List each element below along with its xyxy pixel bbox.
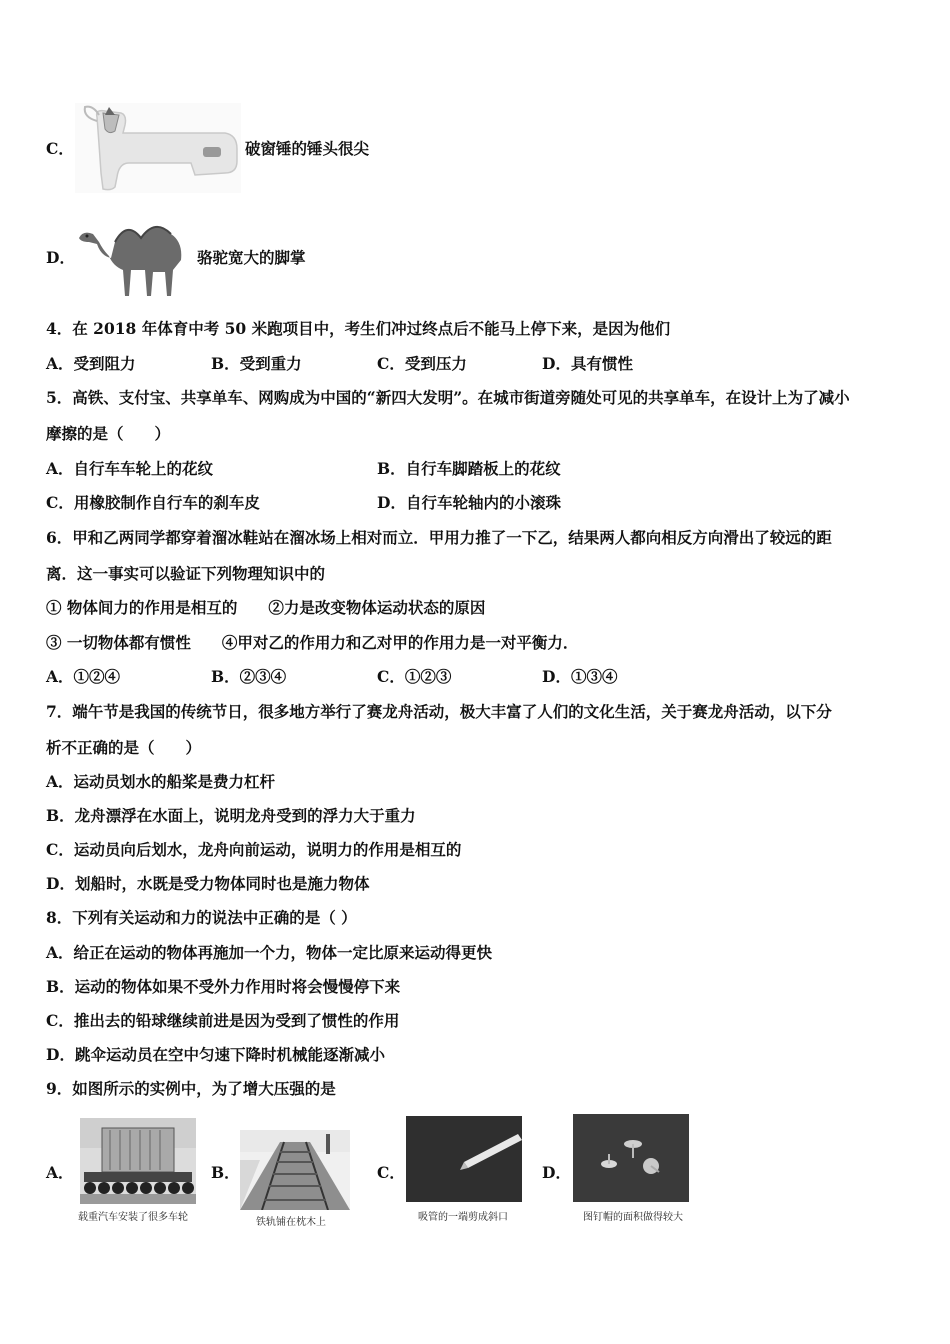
question-6-statements-2: ③ 一切物体都有惯性 ④甲对乙的作用力和乙对甲的作用力是一对平衡力． (46, 633, 579, 652)
question-7-stem-line2: 析不正确的是（ ） (46, 738, 202, 757)
option-c-letter: C． (46, 139, 74, 158)
straw-image (406, 1116, 522, 1202)
q4-option-d: D．具有惯性 (542, 354, 633, 373)
q5-option-a: A．自行车车轮上的花纹 (46, 459, 214, 478)
q5-option-d: D．自行车轮轴内的小滚珠 (377, 493, 561, 512)
q5-option-c: C．用橡胶制作自行车的刹车皮 (46, 493, 260, 512)
q6-option-d: D．①③④ (542, 667, 618, 686)
q4-option-c: C．受到压力 (377, 354, 467, 373)
question-5-stem-line2: 摩擦的是（ ） (46, 424, 171, 443)
q6-option-b: B．②③④ (211, 667, 287, 686)
q7-option-b: B．龙舟漂浮在水面上，说明龙舟受到的浮力大于重力 (46, 806, 416, 825)
q7-option-c: C．运动员向后划水，龙舟向前运动，说明力的作用是相互的 (46, 840, 462, 859)
q8-option-b: B．运动的物体如果不受外力作用时将会慢慢停下来 (46, 977, 401, 996)
q7-option-a: A．运动员划水的船桨是费力杠杆 (46, 772, 276, 791)
q4-option-a: A．受到阻力 (46, 354, 136, 373)
railway-image (240, 1130, 350, 1210)
q8-option-a: A．给正在运动的物体再施加一个力，物体一定比原来运动得更快 (46, 943, 493, 962)
question-8-stem: 8．下列有关运动和力的说法中正确的是（ ） (46, 908, 357, 927)
q5-option-b: B．自行车脚踏板上的花纹 (377, 459, 561, 478)
option-d-text: 骆驼宽大的脚掌 (197, 248, 306, 267)
q7-option-d: D．划船时，水既是受力物体同时也是施力物体 (46, 874, 370, 893)
question-6-statements-1: ① 物体间力的作用是相互的 ②力是改变物体运动状态的原因 (46, 598, 486, 617)
question-6-stem-line2: 离．这一事实可以验证下列物理知识中的 (46, 564, 326, 583)
q6-option-c: C．①②③ (377, 667, 452, 686)
question-4-stem: 4．在 2018 年体育中考 50 米跑项目中，考生们冲过终点后不能马上停下来，是因为他们 (46, 319, 671, 338)
window-hammer-image (75, 103, 241, 193)
q9-caption-d: 图钉帽的面积做得较大 (583, 1212, 683, 1223)
question-7-stem-line1: 7．端午节是我国的传统节日，很多地方举行了赛龙舟活动，极大丰富了人们的文化生活，关于赛龙舟活动，以下分 (46, 702, 832, 721)
q9-option-d-letter: D． (542, 1163, 571, 1182)
q9-option-c-letter: C． (377, 1163, 405, 1182)
q4-option-b: B．受到重力 (211, 354, 302, 373)
q9-caption-a: 载重汽车安装了很多车轮 (78, 1212, 188, 1223)
q8-option-d: D．跳伞运动员在空中匀速下降时机械能逐渐减小 (46, 1045, 385, 1064)
question-6-stem-line1: 6．甲和乙两同学都穿着溜冰鞋站在溜冰场上相对而立．甲用力推了一下乙，结果两人都向相反方向滑出了较远的距 (46, 528, 832, 547)
q8-option-c: C．推出去的铅球继续前进是因为受到了惯性的作用 (46, 1011, 400, 1030)
question-5-stem-line1: 5．高铁、支付宝、共享单车、网购成为中国的“新四大发明”。在城市街道旁随处可见的共享单车，在设计上为了减小 (46, 388, 850, 407)
question-9-stem: 9．如图所示的实例中，为了增大压强的是 (46, 1079, 336, 1098)
option-d-letter: D． (46, 248, 75, 267)
q9-caption-c: 吸管的一端剪成斜口 (418, 1212, 508, 1223)
option-c-text: 破窗锤的锤头很尖 (245, 139, 370, 158)
thumbtack-image (573, 1114, 689, 1202)
q9-option-a-letter: A． (46, 1163, 74, 1182)
q6-option-a: A．①②④ (46, 667, 121, 686)
truck-image (80, 1118, 196, 1204)
camel-image (75, 212, 195, 300)
q9-caption-b: 铁轨铺在枕木上 (256, 1217, 326, 1228)
q9-option-b-letter: B． (211, 1163, 240, 1182)
